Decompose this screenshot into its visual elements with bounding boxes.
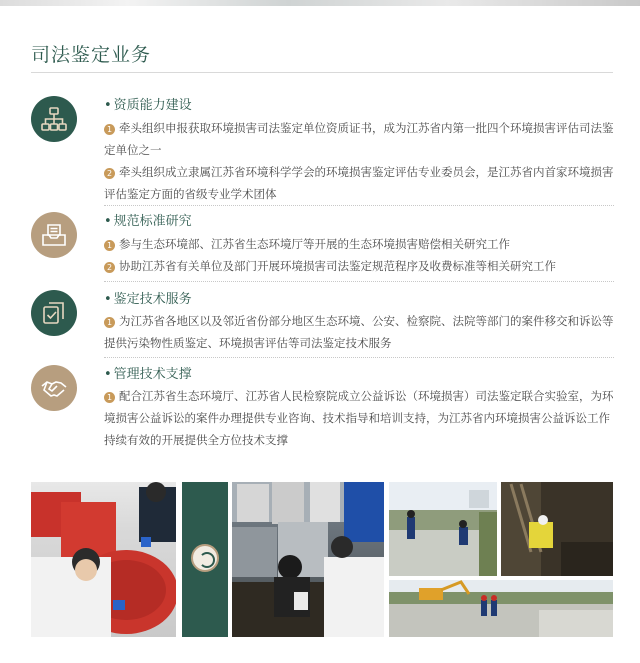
list-item: 1 牵头组织申报获取环境损害司法鉴定单位资质证书，成为江苏省内第一批四个环境损害评估司法鉴定单位之一	[104, 121, 614, 157]
section-divider	[104, 357, 614, 358]
section-divider	[104, 205, 614, 206]
page-title: 司法鉴定业务	[31, 44, 152, 66]
checklist-icon	[31, 290, 77, 336]
photo-field-wetland	[389, 482, 497, 576]
handshake-icon	[31, 365, 77, 411]
section-title-management: • 管理技术支撑	[104, 367, 192, 382]
photo-lab-sampling-barrels	[31, 482, 176, 637]
photo-excavator-site	[389, 580, 613, 637]
list-item: 2 牵头组织成立隶属江苏省环境科学学会的环境损害鉴定评估专业委员会，是江苏省内首家环境损害评估鉴定方面的省级专业学术团体	[104, 165, 614, 201]
section-title-tech-service: • 鉴定技术服务	[104, 292, 192, 307]
list-item: 1 配合江苏省生态环境厅、江苏省人民检察院成立公益诉讼（环境损害）司法鉴定联合实验室，为环境损害公益诉讼的案件办理提供专业咨询、技术指导和培训支持，为江苏省内环境损害公益诉讼工作持续有效的开展提供全方位技术支撑	[104, 389, 614, 447]
section-title-standards: • 规范标准研究	[104, 214, 192, 229]
org-chart-icon	[31, 96, 77, 142]
list-item: 1 参与生态环境部、江苏省生态环境厅等开展的生态环境损害赔偿相关研究工作	[104, 233, 618, 255]
section-title-qualification: • 资质能力建设	[104, 98, 192, 113]
photo-drum-sampling	[232, 482, 384, 637]
photo-collage	[31, 482, 613, 637]
top-banner-strip	[0, 0, 640, 6]
section-divider	[104, 281, 614, 282]
logo-emblem-icon	[191, 544, 219, 572]
title-divider	[31, 72, 613, 73]
list-item: 1 为江苏省各地区以及邻近省份部分地区生态环境、公安、检察院、法院等部门的案件移交和诉讼等提供污染物性质鉴定、环境损害评估等司法鉴定技术服务	[104, 314, 614, 350]
list-item: 2 协助江苏省有关单位及部门开展环境损害司法鉴定规范程序及收费标准等相关研究工作	[104, 255, 618, 277]
photo-pit-inspection	[501, 482, 613, 576]
document-tray-icon	[31, 212, 77, 258]
brand-panel	[182, 482, 228, 637]
